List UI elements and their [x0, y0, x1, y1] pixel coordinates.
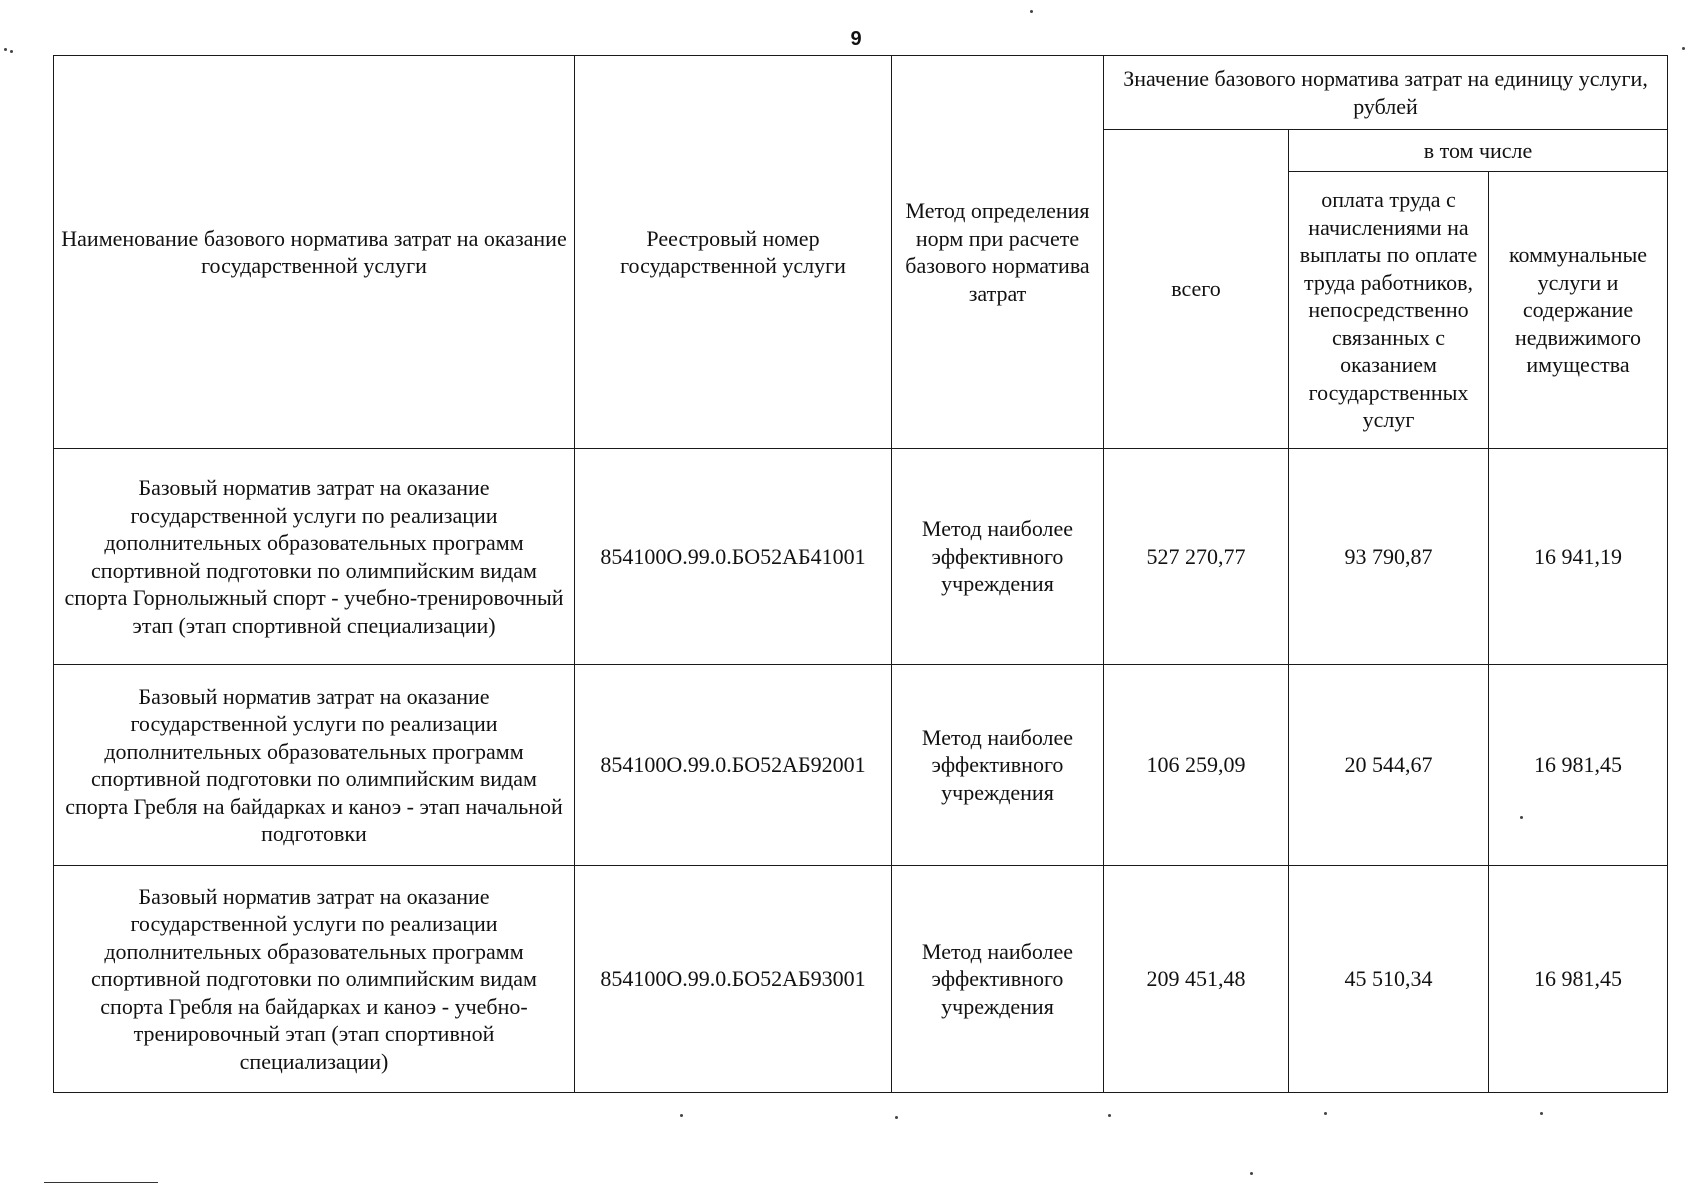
footnote-divider	[44, 1182, 158, 1183]
header-name: Наименование базового норматива затрат на оказание государственной услуги	[54, 56, 575, 449]
scan-speck	[1108, 1114, 1111, 1117]
table-row	[54, 665, 1668, 866]
cell-name: Базовый норматив затрат на оказание государственной услуги по реализации дополнительных образовательных программ спортивной подготовки по олимпийским видам спорта Горнолыжный спорт - учебно-тренировочный этап (этап спортивной специализации)	[54, 449, 575, 665]
cell-labor: 20 544,67	[1289, 665, 1489, 866]
cell-total: 106 259,09	[1104, 665, 1289, 866]
header-utilities: коммунальные услуги и содержание недвижимого имущества	[1489, 172, 1668, 449]
header-row-1	[54, 56, 1668, 130]
cell-name: Базовый норматив затрат на оказание государственной услуги по реализации дополнительных образовательных программ спортивной подготовки по олимпийским видам спорта Гребля на байдарках и каноэ - этап начальной подготовки	[54, 665, 575, 866]
table-row	[54, 866, 1668, 1093]
cell-total: 209 451,48	[1104, 866, 1289, 1093]
page-number: 9	[850, 28, 862, 50]
header-including: в том числе	[1289, 130, 1668, 172]
cell-method: Метод наиболее эффективного учреждения	[892, 449, 1104, 665]
cell-total: 527 270,77	[1104, 449, 1289, 665]
cell-method: Метод наиболее эффективного учреждения	[892, 665, 1104, 866]
header-method: Метод определения норм при расчете базового норматива затрат	[892, 56, 1104, 449]
scan-speck	[895, 1116, 898, 1119]
scan-speck	[1540, 1112, 1543, 1115]
cell-registry-number: 854100О.99.0.БО52АБ93001	[575, 866, 892, 1093]
cell-registry-number: 854100О.99.0.БО52АБ41001	[575, 449, 892, 665]
cell-utilities: 16 941,19	[1489, 449, 1668, 665]
cell-name: Базовый норматив затрат на оказание государственной услуги по реализации дополнительных образовательных программ спортивной подготовки по олимпийским видам спорта Гребля на байдарках и каноэ - учебно-тренировочный этап (этап спортивной специализации)	[54, 866, 575, 1093]
cell-labor: 93 790,87	[1289, 449, 1489, 665]
table-row	[54, 449, 1668, 665]
cell-registry-number: 854100О.99.0.БО52АБ92001	[575, 665, 892, 866]
scan-speck	[10, 50, 13, 53]
scan-speck	[1030, 10, 1033, 13]
cost-norms-table	[53, 55, 1668, 1093]
scan-speck	[1520, 816, 1523, 819]
header-total: всего	[1104, 130, 1289, 449]
scan-speck	[680, 1114, 683, 1117]
scan-speck	[4, 48, 7, 51]
cell-method: Метод наиболее эффективного учреждения	[892, 866, 1104, 1093]
scan-speck	[1324, 1112, 1327, 1115]
cell-utilities: 16 981,45	[1489, 866, 1668, 1093]
header-labor: оплата труда с начислениями на выплаты по оплате труда работников, непосредственно связанных с оказанием государственных услуг	[1289, 172, 1489, 449]
scan-speck	[1250, 1172, 1253, 1175]
header-registry-number: Реестровый номер государственной услуги	[575, 56, 892, 449]
cell-utilities: 16 981,45	[1489, 665, 1668, 866]
header-value-group: Значение базового норматива затрат на единицу услуги, рублей	[1104, 56, 1668, 130]
cell-labor: 45 510,34	[1289, 866, 1489, 1093]
scan-speck	[1682, 47, 1685, 50]
